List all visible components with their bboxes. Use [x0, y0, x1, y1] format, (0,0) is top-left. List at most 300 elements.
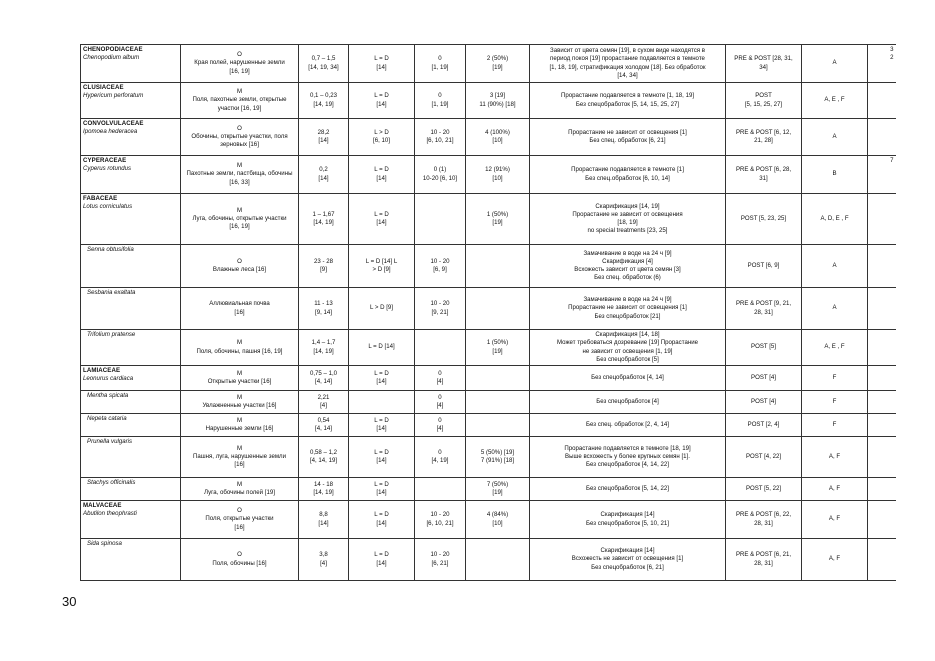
code-cell: A, F	[802, 437, 868, 478]
habitat-cell-line: М	[236, 393, 243, 401]
notes-cell-line: Всхожесть не зависит от освещения [1]	[571, 555, 684, 563]
habitat-cell-line: зерновых [16]	[220, 141, 259, 149]
habitat-cell-line: участки [16, 19]	[217, 104, 262, 112]
germination-cell	[466, 45, 530, 83]
code-cell: A, E , F	[802, 83, 868, 119]
habitat-cell-line: [16]	[234, 461, 245, 469]
germination-cell-line: 4 (100%)	[485, 128, 510, 136]
seed-size-cell-line: [14]	[318, 519, 329, 527]
table-row	[81, 330, 896, 366]
habitat-cell-line: М	[236, 339, 243, 347]
length-diameter-cell-line: [14]	[376, 559, 387, 567]
seed-size-cell-line: [9]	[320, 266, 327, 273]
table-row	[81, 119, 896, 156]
length-diameter-cell-line: [14]	[376, 174, 387, 182]
species-cell	[81, 539, 181, 581]
extra-cell	[868, 83, 896, 119]
habitat-cell-line: Поля, открытые участки	[205, 515, 274, 523]
seed-size-cell	[299, 45, 349, 83]
depth-cell	[415, 437, 466, 478]
species-name: Abutilon theophrasti	[83, 510, 137, 518]
habitat-cell-line: Края полей, нарушенные земли	[194, 59, 285, 67]
timing-cell-line: [5, 15, 25, 27]	[744, 100, 783, 108]
notes-cell	[530, 45, 726, 83]
length-diameter-cell-line: L = D	[374, 166, 389, 174]
depth-cell-line: [4]	[436, 378, 444, 385]
table-row	[81, 501, 896, 539]
depth-cell	[415, 194, 466, 245]
germination-cell-line: [10]	[492, 519, 503, 527]
timing-cell-line: 21, 28]	[754, 137, 773, 144]
table-row	[81, 156, 896, 194]
germination-cell-line: 1 (50%)	[486, 339, 509, 347]
notes-cell-line: Прорастание не зависит от освещения [1]	[568, 304, 687, 312]
habitat-cell-line: О	[237, 507, 242, 515]
table-row	[81, 539, 896, 581]
habitat-cell-line: М	[236, 444, 243, 452]
habitat-cell-line: Открытые участки [16]	[207, 378, 272, 385]
species-name: Prunella vulgaris	[87, 438, 133, 445]
germination-cell	[466, 478, 530, 501]
code-cell: A	[802, 288, 868, 330]
germination-cell-line: [19]	[492, 489, 503, 496]
habitat-cell-line: Нарушенные земли [16]	[205, 425, 274, 432]
germination-cell	[466, 288, 530, 330]
habitat-cell	[181, 437, 299, 478]
seed-size-cell	[299, 83, 349, 119]
table-row	[81, 288, 896, 330]
seed-size-cell-line: [4, 14, 19]	[309, 457, 338, 464]
seed-size-cell-line: 0,54	[317, 416, 330, 424]
germination-cell-line: [10]	[492, 174, 503, 182]
depth-cell-line: [6, 10, 21]	[426, 137, 454, 144]
habitat-cell-line: Аллювиальная почва	[209, 300, 270, 308]
germination-cell	[466, 414, 530, 437]
timing-cell	[726, 245, 802, 288]
notes-cell	[530, 539, 726, 581]
notes-cell	[530, 194, 726, 245]
habitat-cell-line: Луга, обочины полей [19]	[204, 489, 275, 496]
habitat-cell-line: М	[236, 480, 243, 488]
species-name: Mentha spicata	[87, 392, 129, 399]
germination-cell-line: 11 (90%) [18]	[479, 100, 516, 108]
habitat-cell	[181, 414, 299, 437]
length-diameter-cell-line: L = D	[374, 448, 389, 456]
code-cell: A, F	[802, 501, 868, 539]
notes-cell-line: Прорастание подавляется в темноте [1]	[571, 166, 684, 174]
timing-cell	[726, 478, 802, 501]
species-cell	[81, 437, 181, 478]
timing-cell-line: PRE & POST [9, 21,	[735, 300, 792, 308]
habitat-cell-line: Поля, пахотные земли, открытые	[192, 96, 287, 104]
species-name: Ipomoea hederacea	[83, 128, 138, 136]
timing-cell	[726, 45, 802, 83]
germination-cell-line: 1 (50%)	[486, 210, 509, 218]
notes-cell	[530, 83, 726, 119]
notes-cell	[530, 330, 726, 366]
depth-cell	[415, 245, 466, 288]
timing-cell-line: 34]	[759, 63, 768, 71]
seed-size-cell	[299, 414, 349, 437]
germination-cell	[466, 501, 530, 539]
species-name: Nepeta cataria	[87, 415, 127, 422]
species-name: Lotus corniculatus	[83, 203, 133, 211]
depth-cell-line: 0	[438, 448, 442, 456]
depth-cell	[415, 330, 466, 366]
germination-cell	[466, 366, 530, 391]
timing-cell-line: POST [5, 23, 25]	[740, 214, 787, 222]
length-diameter-cell-line: [14]	[376, 378, 387, 385]
species-cell	[81, 83, 181, 119]
table-row	[81, 478, 896, 501]
habitat-cell-line: О	[237, 257, 242, 265]
length-diameter-cell-line: [14]	[376, 519, 387, 527]
length-diameter-cell	[349, 539, 415, 581]
extra-cell	[868, 194, 896, 245]
timing-cell-line: PRE & POST [6, 28,	[735, 166, 792, 174]
notes-cell-line: Без спец. обработок (6)	[594, 274, 661, 282]
habitat-cell	[181, 478, 299, 501]
timing-cell-line: POST [4]	[751, 373, 776, 381]
seed-size-cell	[299, 156, 349, 194]
notes-cell-line: Прорастание не зависит от освещения [1]	[568, 128, 687, 136]
seed-size-cell-line: [4, 14]	[315, 378, 332, 385]
species-cell	[81, 330, 181, 366]
code-cell: F	[802, 414, 868, 437]
code-cell: A	[802, 245, 868, 288]
seed-size-cell-line: [14, 19]	[313, 100, 334, 108]
extra-cell	[868, 391, 896, 414]
length-diameter-cell-line: L = D	[374, 511, 389, 519]
species-cell	[81, 478, 181, 501]
notes-cell	[530, 391, 726, 414]
habitat-cell	[181, 83, 299, 119]
timing-cell-line: POST [5, 22]	[745, 484, 782, 492]
timing-cell	[726, 437, 802, 478]
table-row	[81, 45, 896, 83]
habitat-cell-line: Обочины, открытые участки, поля	[191, 132, 288, 140]
extra-cell	[868, 539, 896, 581]
germination-cell-line: 12 (91%)	[485, 166, 510, 174]
notes-cell	[530, 414, 726, 437]
family-name: FABACEAE	[83, 195, 118, 202]
germination-cell-line: [19]	[492, 219, 503, 226]
notes-cell-line: [1, 18, 19], стратификация холодом [18]. Без обработок	[549, 63, 706, 71]
depth-cell-line: [4]	[436, 402, 444, 409]
habitat-cell	[181, 501, 299, 539]
length-diameter-cell	[349, 288, 415, 330]
habitat-cell	[181, 156, 299, 194]
length-diameter-cell-line: L = D	[374, 55, 389, 63]
notes-cell-line: Без спец. обработок [6, 21]	[589, 137, 666, 144]
length-diameter-cell	[349, 366, 415, 391]
length-diameter-cell-line: L = D [14] L	[365, 257, 398, 265]
length-diameter-cell	[349, 156, 415, 194]
seed-size-cell	[299, 391, 349, 414]
timing-cell-line: PRE & POST [28, 31,	[734, 55, 793, 63]
notes-cell-line: Зависит от цвета семян [19], в сухом виде находятся в	[550, 47, 705, 55]
length-diameter-cell-line: [14]	[376, 63, 387, 71]
code-cell: A, F	[802, 478, 868, 501]
depth-cell-line: 0	[438, 55, 442, 63]
timing-cell	[726, 539, 802, 581]
depth-cell-line: 0	[438, 393, 442, 401]
seed-size-cell-line: 0,7 – 1,5	[311, 55, 336, 63]
timing-cell	[726, 156, 802, 194]
notes-cell-line: Прорастание не зависит от освещения	[572, 210, 683, 218]
timing-cell	[726, 501, 802, 539]
species-name: Cyperus rotundus	[83, 165, 132, 173]
depth-cell-line: [6, 9]	[433, 266, 447, 273]
timing-cell-line: POST [4]	[751, 397, 776, 405]
seed-size-cell-line: 1 – 1,67	[312, 210, 335, 218]
species-cell	[81, 391, 181, 414]
notes-cell-line: Без спецобработок [21]	[594, 312, 661, 320]
depth-cell	[415, 45, 466, 83]
page-number: 30	[62, 594, 77, 609]
habitat-cell	[181, 366, 299, 391]
length-diameter-cell	[349, 245, 415, 288]
depth-cell-line: [9, 21]	[431, 308, 449, 316]
depth-cell-line: [4]	[436, 425, 444, 432]
species-name: Trifolium pratense	[87, 331, 136, 338]
timing-cell	[726, 119, 802, 156]
length-diameter-cell	[349, 194, 415, 245]
habitat-cell-line: [16, 19]	[229, 67, 250, 75]
habitat-cell-line: Поля, обочины, пашня [16, 19]	[196, 347, 283, 355]
habitat-cell-line: Поля, обочины [16]	[212, 559, 267, 567]
notes-cell-line: Выше всхожесть у более крупных семян [1].	[565, 452, 690, 460]
depth-cell-line: 10 - 20	[430, 128, 450, 136]
depth-cell	[415, 83, 466, 119]
notes-cell-line: Замачивание в воде на 24 ч [9]	[583, 296, 672, 304]
length-diameter-cell	[349, 414, 415, 437]
length-diameter-cell	[349, 501, 415, 539]
code-cell: A, E , F	[802, 330, 868, 366]
habitat-cell	[181, 288, 299, 330]
germination-cell-line: 2 (50%)	[486, 55, 509, 63]
timing-cell	[726, 288, 802, 330]
germination-cell-line: 3 [19]	[489, 92, 506, 100]
length-diameter-cell-line: L > D	[374, 128, 389, 136]
habitat-cell-line: М	[236, 162, 243, 170]
notes-cell-line: Скарификация [14, 18]	[595, 331, 660, 339]
timing-cell-line: POST [4, 22]	[745, 452, 782, 460]
notes-cell-line: Без спецобработок [4]	[596, 397, 659, 405]
germination-cell	[466, 156, 530, 194]
timing-cell	[726, 330, 802, 366]
notes-cell-line: Скарификация [14, 19]	[595, 202, 660, 210]
length-diameter-cell-line: L > D [9]	[370, 304, 393, 312]
timing-cell-line: POST [5]	[751, 343, 776, 351]
depth-cell	[415, 414, 466, 437]
notes-cell-line: Без спец.обработок [6, 10, 14]	[585, 174, 670, 182]
length-diameter-cell	[349, 83, 415, 119]
length-diameter-cell-line: [14]	[376, 219, 387, 226]
timing-cell-line: PRE & POST [6, 22,	[735, 511, 792, 519]
length-diameter-cell-line: [14]	[376, 457, 387, 464]
length-diameter-cell	[349, 119, 415, 156]
seed-size-cell-line: 0,75 – 1,0	[309, 369, 338, 377]
table-row	[81, 194, 896, 245]
species-name: Leonurus cardiaca	[83, 375, 134, 383]
seed-size-cell-line: [4, 14]	[315, 425, 332, 432]
timing-cell-line: POST	[755, 92, 772, 100]
notes-cell-line: Без спецобработок [6, 21]	[591, 563, 664, 571]
notes-cell-line: Без спец. обработок [2, 4, 14]	[586, 420, 669, 428]
notes-cell	[530, 119, 726, 156]
table-row	[81, 414, 896, 437]
species-cell	[81, 156, 181, 194]
depth-cell-line: 0 (1)	[433, 166, 447, 174]
extra-cell	[868, 478, 896, 501]
notes-cell	[530, 478, 726, 501]
germination-cell	[466, 539, 530, 581]
habitat-cell	[181, 539, 299, 581]
length-diameter-cell-line: L = D	[374, 551, 389, 559]
depth-cell-line: [1, 19]	[431, 100, 449, 108]
notes-cell	[530, 288, 726, 330]
germination-cell	[466, 330, 530, 366]
seed-size-cell-line: [14, 19, 34]	[308, 63, 339, 71]
notes-cell-line: Скарификация [4]	[602, 257, 653, 265]
depth-cell-line: 10-20 [6, 10]	[422, 174, 458, 182]
depth-cell	[415, 366, 466, 391]
habitat-cell-line: [16, 33]	[229, 178, 250, 186]
germination-cell	[466, 119, 530, 156]
habitat-cell-line: [16, 19]	[229, 223, 250, 231]
habitat-cell-line: Луга, обочины, открытые участки	[192, 214, 287, 222]
species-table	[80, 44, 896, 581]
germination-cell-line: 7 (91%) [18]	[480, 457, 515, 464]
length-diameter-cell	[349, 391, 415, 414]
length-diameter-cell-line: [14]	[376, 100, 387, 108]
germination-cell	[466, 83, 530, 119]
length-diameter-cell-line: L = D [14]	[368, 343, 395, 351]
seed-size-cell	[299, 437, 349, 478]
notes-cell-line: Без спецобработок [5]	[596, 355, 659, 363]
depth-cell-line: 10 - 20	[430, 257, 450, 265]
germination-cell	[466, 194, 530, 245]
habitat-cell	[181, 45, 299, 83]
timing-cell-line: 31]	[759, 174, 768, 182]
code-cell: F	[802, 391, 868, 414]
extra-cell: 3 2	[868, 45, 896, 83]
seed-size-cell-line: 0,1 – 0,23	[309, 92, 338, 100]
notes-cell-line: no special treatments [23, 25]	[587, 227, 668, 235]
table-row	[81, 437, 896, 478]
notes-cell-line: не зависит от освещения [1, 19]	[582, 347, 673, 355]
depth-cell	[415, 391, 466, 414]
timing-cell-line: POST [2, 4]	[747, 420, 780, 428]
family-name: MALVACEAE	[83, 502, 122, 509]
family-name: CONVOLVULACEAE	[83, 120, 144, 127]
length-diameter-cell-line: [14]	[376, 489, 387, 496]
notes-cell-line: Без спецобработок [4, 14, 22]	[586, 461, 669, 469]
depth-cell-line: [4, 19]	[431, 457, 449, 464]
germination-cell-line: [10]	[492, 137, 503, 144]
table-row	[81, 245, 896, 288]
timing-cell	[726, 414, 802, 437]
habitat-cell-line: Пашня, луга, нарушенные земли	[192, 452, 287, 460]
code-cell: B	[802, 156, 868, 194]
seed-size-cell-line: 8,8	[319, 511, 328, 519]
timing-cell-line: POST [6, 9]	[747, 261, 780, 269]
habitat-cell	[181, 245, 299, 288]
length-diameter-cell-line: [6, 10]	[373, 137, 390, 144]
seed-size-cell	[299, 366, 349, 391]
notes-cell	[530, 437, 726, 478]
depth-cell-line: [6, 10, 21]	[426, 519, 454, 527]
depth-cell-line: 10 - 20	[430, 551, 450, 559]
depth-cell-line: 10 - 20	[430, 511, 450, 519]
habitat-cell	[181, 119, 299, 156]
seed-size-cell-line: [9, 14]	[315, 308, 332, 316]
timing-cell	[726, 194, 802, 245]
habitat-cell-line: М	[236, 416, 243, 424]
species-cell	[81, 414, 181, 437]
timing-cell	[726, 391, 802, 414]
notes-cell	[530, 501, 726, 539]
code-cell: A	[802, 119, 868, 156]
species-cell	[81, 119, 181, 156]
notes-cell-line: Скарификация [14]	[600, 547, 655, 555]
length-diameter-cell-line: L = D	[374, 92, 389, 100]
notes-cell	[530, 245, 726, 288]
code-cell: A, F	[802, 539, 868, 581]
species-name: Hypericum perforatum	[83, 92, 144, 100]
code-cell: F	[802, 366, 868, 391]
seed-size-cell-line: 2,21	[317, 393, 330, 401]
habitat-cell-line: Влажные леса [16]	[212, 266, 267, 273]
notes-cell-line: Скарификация [14]	[600, 511, 655, 519]
notes-cell-line: [14, 34]	[617, 71, 638, 79]
code-cell: A	[802, 45, 868, 83]
species-name: Senna obtusifolia	[87, 246, 134, 253]
seed-size-cell	[299, 245, 349, 288]
species-cell	[81, 288, 181, 330]
length-diameter-cell-line: L = D	[374, 210, 389, 218]
length-diameter-cell-line: [14]	[376, 425, 387, 432]
habitat-cell-line: М	[236, 88, 243, 96]
length-diameter-cell-line: L = D	[374, 416, 389, 424]
habitat-cell-line: Пахотные земли, пастбища, обочины	[186, 170, 293, 178]
species-name: Sesbania exaltata	[87, 289, 136, 296]
notes-cell-line: Без спецобработок [5, 14, 15, 25, 27]	[575, 100, 680, 108]
code-cell: A, D, E , F	[802, 194, 868, 245]
notes-cell-line: Прорастание подавляется в темноте [1, 18, 19]	[560, 92, 695, 100]
seed-size-cell-line: [14, 19]	[313, 347, 334, 355]
seed-size-cell	[299, 501, 349, 539]
germination-cell	[466, 391, 530, 414]
timing-cell	[726, 366, 802, 391]
family-name: CLUSIACEAE	[83, 84, 124, 91]
extra-cell: 7	[868, 156, 896, 194]
depth-cell	[415, 478, 466, 501]
species-name: Sida spinosa	[87, 540, 122, 547]
seed-size-cell	[299, 194, 349, 245]
family-name: LAMIACEAE	[83, 367, 121, 374]
species-name: Stachys officinalis	[87, 479, 136, 486]
depth-cell	[415, 539, 466, 581]
notes-cell-line: Без спецобработок [5, 10, 21]	[586, 519, 669, 527]
depth-cell	[415, 288, 466, 330]
depth-cell-line: 0	[438, 416, 442, 424]
germination-cell-line: 4 (84%)	[486, 511, 509, 519]
table-body	[81, 45, 896, 581]
depth-cell-line: [1, 19]	[431, 63, 449, 71]
notes-cell-line: Без спецобработок [4, 14]	[591, 373, 664, 381]
